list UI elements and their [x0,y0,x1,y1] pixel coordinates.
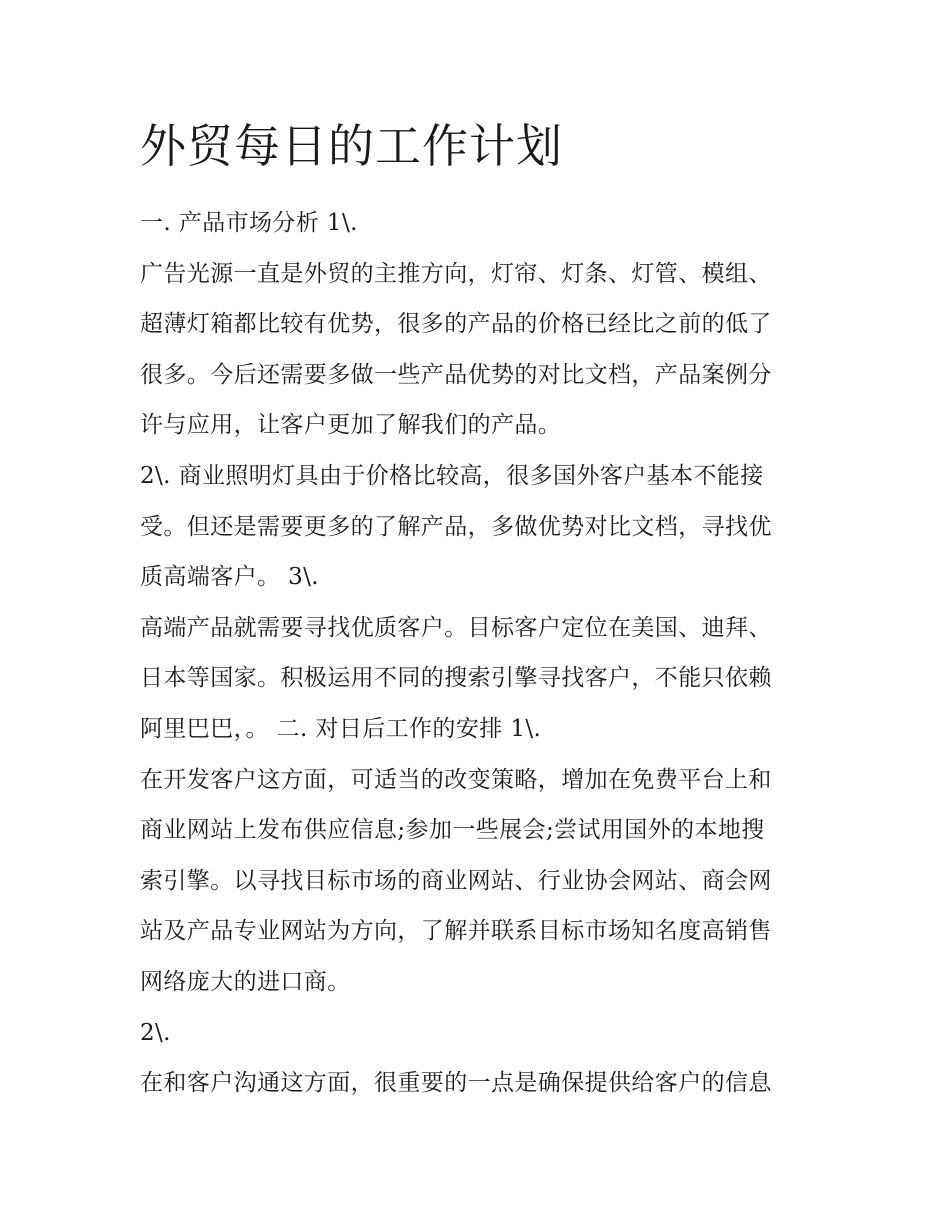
text-line: 日本等国家。积极运用不同的搜索引擎寻找客户，不能只依赖 [140,665,772,692]
text-line: 很多。今后还需要多做一些产品优势的对比文档，产品案例分 [140,361,772,388]
document-body [140,202,815,1113]
text-line: 2\. [140,1019,171,1046]
text-line: 网络庞大的进口商。 [140,968,351,995]
text-line: 阿里巴巴，。 二. 对日后工作的安排 1\. [140,715,542,742]
text-line: 许与应用，让客户更加了解我们的产品。 [140,412,562,439]
text-line: 广告光源一直是外贸的主推方向，灯帘、灯条、灯管、模组、 [140,260,772,287]
text-line: 超薄灯箱都比较有优势，很多的产品的价格已经比之前的低了 [140,311,772,338]
text-line: 受。但还是需要更多的了解产品，多做优势对比文档，寻找优 [140,513,772,540]
text-line: 一. 产品市场分析 1\. [140,210,358,236]
text-line: 质高端客户。 3\. [140,564,320,591]
text-line: 在和客户沟通这方面，很重要的一点是确保提供给客户的信息 [140,1070,772,1097]
text-line: 索引擎。以寻找目标市场的商业网站、行业协会网站、商会网 [140,867,772,894]
text-line: 在开发客户这方面，可适当的改变策略，增加在免费平台上和 [140,766,772,793]
text-line: 站及产品专业网站为方向，了解并联系目标市场知名度高销售 [140,918,772,945]
document-title: 外贸每日的工作计划 [140,119,563,173]
text-line: 高端产品就需要寻找优质客户。目标客户定位在美国、迪拜、 [140,614,772,641]
text-line: 2\. 商业照明灯具由于价格比较高，很多国外客户基本不能接 [140,462,764,489]
text-line: 商业网站上发布供应信息;参加一些展会;尝试用国外的本地搜 [140,817,765,844]
